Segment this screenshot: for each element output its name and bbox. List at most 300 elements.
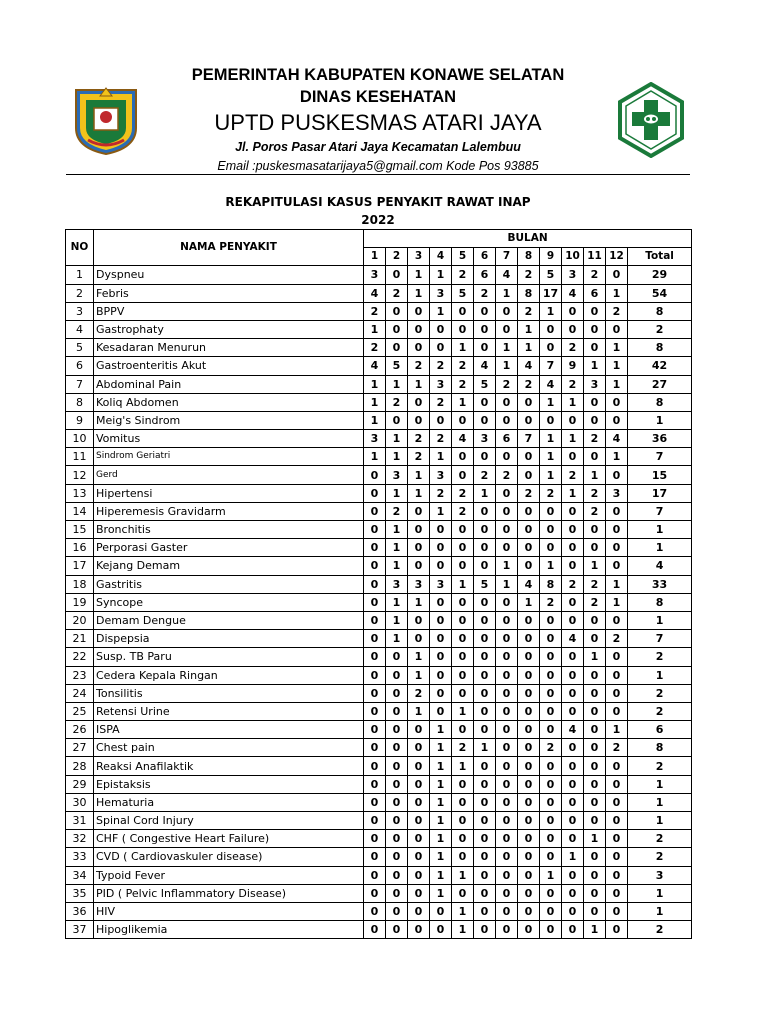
table-row	[66, 411, 692, 429]
month-8-count: 0	[518, 411, 540, 429]
month-9-count: 0	[540, 339, 562, 357]
month-9-count: 1	[540, 430, 562, 448]
month-8-count: 1	[518, 339, 540, 357]
month-1-count: 4	[364, 284, 386, 302]
row-number: 25	[66, 702, 94, 720]
month-1-count: 0	[364, 866, 386, 884]
month-1-count: 0	[364, 757, 386, 775]
month-9-count: 1	[540, 466, 562, 484]
month-11-count: 2	[584, 502, 606, 520]
month-8-count: 0	[518, 630, 540, 648]
month-1-count: 0	[364, 702, 386, 720]
month-10-count: 0	[562, 648, 584, 666]
row-number: 6	[66, 357, 94, 375]
month-9-count: 4	[540, 375, 562, 393]
disease-name: Dyspneu	[94, 266, 364, 284]
month-12-count: 0	[606, 611, 628, 629]
month-3-count: 0	[408, 848, 430, 866]
disease-name: BPPV	[94, 302, 364, 320]
month-5-count: 2	[452, 357, 474, 375]
month-4-count: 0	[430, 684, 452, 702]
disease-name: Gastroenteritis Akut	[94, 357, 364, 375]
month-7-count: 0	[496, 684, 518, 702]
row-number: 10	[66, 430, 94, 448]
disease-name: Demam Dengue	[94, 611, 364, 629]
month-6-count: 5	[474, 375, 496, 393]
table-row	[66, 684, 692, 702]
month-3-count: 1	[408, 466, 430, 484]
month-10-count: 2	[562, 466, 584, 484]
month-10-count: 0	[562, 666, 584, 684]
month-2-count: 0	[386, 302, 408, 320]
month-1-count: 0	[364, 812, 386, 830]
month-7-count: 0	[496, 921, 518, 939]
month-9-count: 0	[540, 702, 562, 720]
month-2-count: 0	[386, 902, 408, 920]
disease-name: Gastrophaty	[94, 320, 364, 338]
month-11-count: 0	[584, 757, 606, 775]
table-row	[66, 484, 692, 502]
month-8-count: 0	[518, 902, 540, 920]
month-9-count: 5	[540, 266, 562, 284]
month-11-count: 1	[584, 921, 606, 939]
month-12-count: 0	[606, 666, 628, 684]
month-1-count: 4	[364, 357, 386, 375]
table-row	[66, 884, 692, 902]
month-2-count: 0	[386, 702, 408, 720]
disease-name: Vomitus	[94, 430, 364, 448]
month-5-count: 0	[452, 302, 474, 320]
month-4-count: 3	[430, 575, 452, 593]
month-10-count: 0	[562, 593, 584, 611]
month-6-count: 0	[474, 793, 496, 811]
month-1-count: 0	[364, 902, 386, 920]
table-row	[66, 466, 692, 484]
month-7-count: 0	[496, 848, 518, 866]
month-3-count: 0	[408, 793, 430, 811]
month-2-count: 0	[386, 793, 408, 811]
month-8-count: 1	[518, 320, 540, 338]
month-7-count: 0	[496, 521, 518, 539]
row-number: 31	[66, 812, 94, 830]
month-11-count: 0	[584, 521, 606, 539]
month-7-count: 1	[496, 339, 518, 357]
month-7-count: 0	[496, 902, 518, 920]
table-row	[66, 611, 692, 629]
month-6-count: 2	[474, 466, 496, 484]
disease-name: Sindrom Geriatri	[94, 448, 364, 466]
month-3-count: 0	[408, 320, 430, 338]
month-12-count: 1	[606, 448, 628, 466]
month-11-count: 0	[584, 302, 606, 320]
month-5-count: 1	[452, 902, 474, 920]
disease-name: Syncope	[94, 593, 364, 611]
table-row	[66, 302, 692, 320]
month-11-count: 2	[584, 266, 606, 284]
month-1-count: 1	[364, 393, 386, 411]
month-6-count: 0	[474, 812, 496, 830]
month-7-count: 0	[496, 739, 518, 757]
month-9-count: 8	[540, 575, 562, 593]
month-6-count: 0	[474, 593, 496, 611]
month-12-count: 1	[606, 357, 628, 375]
month-7-count: 0	[496, 411, 518, 429]
month-9-count: 0	[540, 666, 562, 684]
row-total: 8	[628, 393, 692, 411]
month-12-count: 0	[606, 557, 628, 575]
month-12-count: 0	[606, 702, 628, 720]
month-7-count: 0	[496, 666, 518, 684]
month-12-count: 0	[606, 793, 628, 811]
month-12-count: 0	[606, 411, 628, 429]
header-month-9: 9	[540, 248, 562, 266]
header-month-11: 11	[584, 248, 606, 266]
row-number: 21	[66, 630, 94, 648]
row-number: 35	[66, 884, 94, 902]
table-row	[66, 702, 692, 720]
row-total: 2	[628, 320, 692, 338]
month-1-count: 0	[364, 539, 386, 557]
header-month-group: BULAN	[364, 230, 692, 248]
month-3-count: 0	[408, 775, 430, 793]
month-7-count: 0	[496, 484, 518, 502]
month-11-count: 0	[584, 702, 606, 720]
month-11-count: 2	[584, 430, 606, 448]
month-3-count: 3	[408, 575, 430, 593]
month-7-count: 1	[496, 557, 518, 575]
month-3-count: 0	[408, 830, 430, 848]
month-10-count: 1	[562, 484, 584, 502]
month-8-count: 1	[518, 593, 540, 611]
month-3-count: 0	[408, 902, 430, 920]
month-9-count: 1	[540, 557, 562, 575]
month-10-count: 0	[562, 539, 584, 557]
department-name: DINAS KESEHATAN	[299, 88, 457, 106]
row-number: 9	[66, 411, 94, 429]
month-7-count: 0	[496, 757, 518, 775]
row-total: 29	[628, 266, 692, 284]
month-2-count: 0	[386, 848, 408, 866]
month-11-count: 0	[584, 739, 606, 757]
month-2-count: 5	[386, 357, 408, 375]
month-2-count: 0	[386, 812, 408, 830]
month-9-count: 0	[540, 521, 562, 539]
month-6-count: 0	[474, 339, 496, 357]
month-12-count: 1	[606, 375, 628, 393]
table-row	[66, 539, 692, 557]
month-6-count: 0	[474, 521, 496, 539]
month-8-count: 2	[518, 266, 540, 284]
month-8-count: 4	[518, 575, 540, 593]
table-row	[66, 666, 692, 684]
month-2-count: 0	[386, 684, 408, 702]
month-5-count: 2	[452, 375, 474, 393]
month-6-count: 1	[474, 739, 496, 757]
month-12-count: 2	[606, 630, 628, 648]
month-1-count: 0	[364, 739, 386, 757]
month-7-count: 0	[496, 702, 518, 720]
month-9-count: 17	[540, 284, 562, 302]
month-3-count: 0	[408, 921, 430, 939]
header-month-8: 8	[518, 248, 540, 266]
month-1-count: 2	[364, 302, 386, 320]
month-6-count: 0	[474, 611, 496, 629]
month-10-count: 0	[562, 830, 584, 848]
month-1-count: 0	[364, 593, 386, 611]
row-number: 12	[66, 466, 94, 484]
table-row	[66, 630, 692, 648]
month-4-count: 1	[430, 448, 452, 466]
month-10-count: 1	[562, 430, 584, 448]
month-12-count: 1	[606, 339, 628, 357]
month-4-count: 3	[430, 466, 452, 484]
disease-name: Susp. TB Paru	[94, 648, 364, 666]
month-7-count: 2	[496, 375, 518, 393]
month-7-count: 6	[496, 430, 518, 448]
month-3-count: 0	[408, 866, 430, 884]
month-9-count: 0	[540, 539, 562, 557]
header-month-7: 7	[496, 248, 518, 266]
month-1-count: 0	[364, 830, 386, 848]
month-6-count: 6	[474, 266, 496, 284]
month-9-count: 0	[540, 884, 562, 902]
month-5-count: 1	[452, 339, 474, 357]
month-3-count: 0	[408, 539, 430, 557]
month-4-count: 3	[430, 284, 452, 302]
month-7-count: 0	[496, 320, 518, 338]
month-2-count: 0	[386, 320, 408, 338]
month-2-count: 1	[386, 375, 408, 393]
month-5-count: 1	[452, 575, 474, 593]
month-4-count: 0	[430, 630, 452, 648]
month-2-count: 2	[386, 393, 408, 411]
month-12-count: 0	[606, 266, 628, 284]
month-11-count: 1	[584, 466, 606, 484]
month-10-count: 0	[562, 521, 584, 539]
month-4-count: 3	[430, 375, 452, 393]
month-2-count: 1	[386, 484, 408, 502]
month-6-count: 4	[474, 357, 496, 375]
month-9-count: 0	[540, 320, 562, 338]
row-total: 1	[628, 611, 692, 629]
month-10-count: 0	[562, 812, 584, 830]
month-5-count: 0	[452, 521, 474, 539]
month-9-count: 0	[540, 411, 562, 429]
row-number: 27	[66, 739, 94, 757]
month-7-count: 0	[496, 830, 518, 848]
month-3-count: 1	[408, 593, 430, 611]
month-3-count: 0	[408, 411, 430, 429]
month-2-count: 1	[386, 557, 408, 575]
month-8-count: 0	[518, 684, 540, 702]
month-7-count: 0	[496, 502, 518, 520]
month-11-count: 0	[584, 812, 606, 830]
report-title: REKAPITULASI KASUS PENYAKIT RAWAT INAP	[225, 195, 531, 209]
row-number: 37	[66, 921, 94, 939]
disease-name: ISPA	[94, 721, 364, 739]
month-8-count: 7	[518, 430, 540, 448]
table-row	[66, 557, 692, 575]
month-8-count: 0	[518, 557, 540, 575]
month-4-count: 1	[430, 848, 452, 866]
month-9-count: 7	[540, 357, 562, 375]
month-2-count: 1	[386, 630, 408, 648]
month-9-count: 2	[540, 739, 562, 757]
month-11-count: 0	[584, 848, 606, 866]
month-11-count: 0	[584, 902, 606, 920]
month-10-count: 0	[562, 884, 584, 902]
row-total: 1	[628, 884, 692, 902]
month-4-count: 2	[430, 484, 452, 502]
month-1-count: 1	[364, 320, 386, 338]
month-5-count: 0	[452, 666, 474, 684]
month-4-count: 1	[430, 502, 452, 520]
month-4-count: 1	[430, 775, 452, 793]
disease-name: PID ( Pelvic Inflammatory Disease)	[94, 884, 364, 902]
month-3-count: 1	[408, 484, 430, 502]
disease-recap-table	[65, 229, 692, 939]
month-6-count: 0	[474, 539, 496, 557]
month-8-count: 8	[518, 284, 540, 302]
month-11-count: 6	[584, 284, 606, 302]
month-11-count: 0	[584, 884, 606, 902]
row-total: 2	[628, 757, 692, 775]
month-8-count: 0	[518, 502, 540, 520]
month-1-count: 0	[364, 793, 386, 811]
table-row	[66, 775, 692, 793]
month-7-count: 0	[496, 593, 518, 611]
month-8-count: 2	[518, 302, 540, 320]
month-5-count: 4	[452, 430, 474, 448]
row-number: 5	[66, 339, 94, 357]
month-8-count: 0	[518, 448, 540, 466]
month-12-count: 0	[606, 775, 628, 793]
month-1-count: 3	[364, 430, 386, 448]
contact-info: Email :puskesmasatarijaya5@gmail.com Kode Pos 93885	[217, 159, 539, 173]
month-7-count: 1	[496, 284, 518, 302]
row-total: 15	[628, 466, 692, 484]
row-total: 1	[628, 411, 692, 429]
row-number: 29	[66, 775, 94, 793]
table-row	[66, 866, 692, 884]
month-6-count: 0	[474, 757, 496, 775]
month-5-count: 0	[452, 793, 474, 811]
month-9-count: 2	[540, 484, 562, 502]
month-3-count: 1	[408, 266, 430, 284]
month-5-count: 2	[452, 266, 474, 284]
month-8-count: 0	[518, 666, 540, 684]
month-6-count: 0	[474, 702, 496, 720]
month-4-count: 1	[430, 866, 452, 884]
table-row	[66, 812, 692, 830]
month-10-count: 0	[562, 502, 584, 520]
month-10-count: 0	[562, 921, 584, 939]
month-10-count: 0	[562, 902, 584, 920]
row-total: 33	[628, 575, 692, 593]
month-9-count: 0	[540, 502, 562, 520]
month-2-count: 0	[386, 739, 408, 757]
month-4-count: 0	[430, 521, 452, 539]
month-1-count: 1	[364, 411, 386, 429]
disease-name: Cedera Kepala Ringan	[94, 666, 364, 684]
month-9-count: 0	[540, 848, 562, 866]
disease-name: Abdominal Pain	[94, 375, 364, 393]
month-6-count: 5	[474, 575, 496, 593]
month-4-count: 1	[430, 302, 452, 320]
month-1-count: 3	[364, 266, 386, 284]
month-5-count: 1	[452, 866, 474, 884]
row-total: 1	[628, 521, 692, 539]
month-5-count: 0	[452, 721, 474, 739]
month-2-count: 0	[386, 866, 408, 884]
month-10-count: 4	[562, 630, 584, 648]
disease-name: Meig's Sindrom	[94, 411, 364, 429]
month-6-count: 0	[474, 902, 496, 920]
table-row	[66, 393, 692, 411]
row-number: 28	[66, 757, 94, 775]
month-10-count: 2	[562, 575, 584, 593]
row-total: 2	[628, 830, 692, 848]
month-10-count: 1	[562, 393, 584, 411]
month-3-count: 1	[408, 284, 430, 302]
month-2-count: 2	[386, 502, 408, 520]
header-month-2: 2	[386, 248, 408, 266]
month-12-count: 0	[606, 902, 628, 920]
month-3-count: 0	[408, 521, 430, 539]
month-8-count: 0	[518, 702, 540, 720]
month-5-count: 1	[452, 921, 474, 939]
month-5-count: 0	[452, 411, 474, 429]
month-7-count: 0	[496, 539, 518, 557]
month-8-count: 2	[518, 375, 540, 393]
disease-name: Koliq Abdomen	[94, 393, 364, 411]
row-total: 3	[628, 866, 692, 884]
month-4-count: 0	[430, 539, 452, 557]
header-month-4: 4	[430, 248, 452, 266]
institution-name: UPTD PUSKESMAS ATARI JAYA	[214, 110, 542, 135]
month-1-count: 0	[364, 666, 386, 684]
month-4-count: 0	[430, 902, 452, 920]
month-2-count: 1	[386, 521, 408, 539]
row-total: 8	[628, 339, 692, 357]
row-total: 17	[628, 484, 692, 502]
month-1-count: 0	[364, 775, 386, 793]
month-10-count: 0	[562, 302, 584, 320]
month-12-count: 0	[606, 757, 628, 775]
month-9-count: 0	[540, 793, 562, 811]
month-6-count: 0	[474, 502, 496, 520]
row-number: 16	[66, 539, 94, 557]
month-6-count: 0	[474, 648, 496, 666]
month-4-count: 0	[430, 411, 452, 429]
table-row	[66, 793, 692, 811]
row-total: 1	[628, 902, 692, 920]
month-4-count: 1	[430, 830, 452, 848]
table-row	[66, 830, 692, 848]
row-number: 11	[66, 448, 94, 466]
month-12-count: 1	[606, 284, 628, 302]
month-6-count: 1	[474, 484, 496, 502]
month-11-count: 2	[584, 593, 606, 611]
row-number: 22	[66, 648, 94, 666]
row-total: 8	[628, 593, 692, 611]
month-7-count: 0	[496, 793, 518, 811]
month-9-count: 0	[540, 830, 562, 848]
row-number: 7	[66, 375, 94, 393]
month-1-count: 0	[364, 648, 386, 666]
month-12-count: 0	[606, 502, 628, 520]
row-total: 1	[628, 775, 692, 793]
